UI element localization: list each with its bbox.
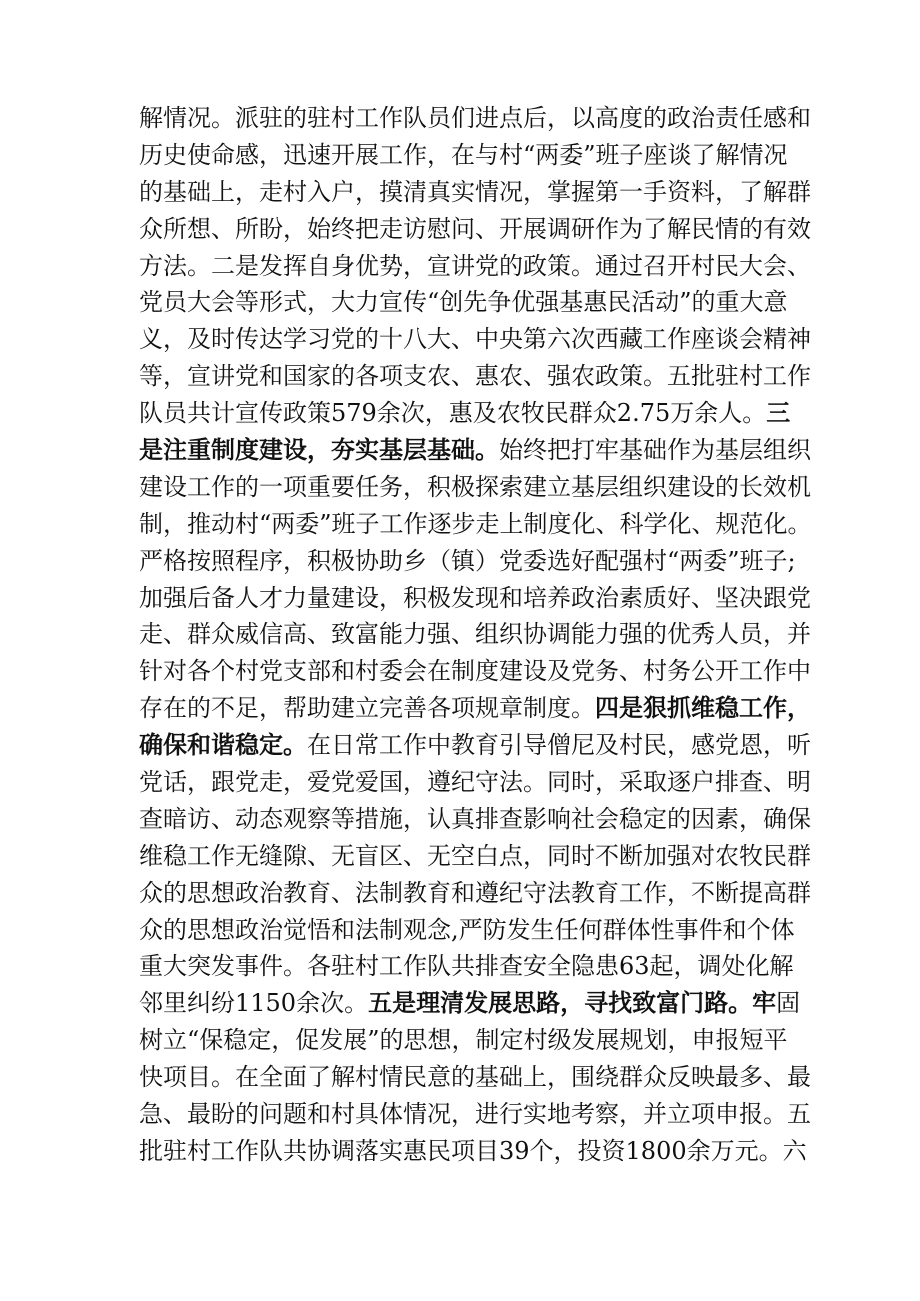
text-segment: 党话，跟党走，爱党爱国，遵纪守法。同时，采取逐户排查、明 [139, 768, 811, 797]
text-line [139, 616, 811, 653]
text-line [139, 912, 795, 949]
text-line [139, 506, 812, 543]
text-segment: 众的思想政治教育、法制教育和遵纪守法教育工作，不断提高群 [139, 878, 811, 907]
text-line [139, 137, 787, 174]
text-line [139, 948, 794, 985]
text-segment: 的基础上，走村入户，摸清真实情况，掌握第一手资料，了解群 [139, 177, 811, 206]
text-segment: 急、最盼的问题和村具体情况，进行实地考察，并立项申报。五 [139, 1100, 811, 1129]
text-line [139, 653, 811, 690]
text-line [139, 838, 811, 875]
text-segment: 批驻村工作队共协调落实惠民项目39个，投资1800余万元。六 [139, 1136, 807, 1165]
text-segment: 树立“保稳定，促发展”的思想，制定村级发展规划，申报短平 [139, 1026, 788, 1055]
text-segment: 在日常工作中教育引导僧尼及村民，感党恩，听 [307, 731, 811, 760]
bold-text-segment: 五是理清发展思路，寻找致富门路。牢 [368, 988, 777, 1018]
text-segment: 历史使命感，迅速开展工作，在与村“两委”班子座谈了解情况 [139, 140, 788, 169]
text-line [139, 395, 791, 432]
text-line [139, 1022, 787, 1059]
text-segment: 众的思想政治觉悟和法制观念,严防发生任何群体性事件和个体 [139, 915, 795, 944]
text-line [139, 690, 811, 727]
text-segment: 针对各个村党支部和村委会在制度建设及党务、村务公开工作中 [139, 657, 811, 686]
text-segment: 建设工作的一项重要任务，积极探索建立基层组织建设的长效机 [139, 472, 811, 501]
text-line [139, 469, 811, 506]
bold-text-segment: 四是狠抓维稳工作， [595, 693, 811, 723]
text-line [139, 284, 787, 321]
bold-text-segment: 是注重制度建设，夯实基层基础。 [139, 435, 499, 465]
text-segment: 邻里纠纷1150余次。 [139, 989, 369, 1018]
text-segment: 解情况。派驻的驻村工作队员们进点后，以高度的政治责任感和 [139, 104, 811, 132]
text-segment: 维稳工作无缝隙、无盲区、无空白点，同时不断加强对农牧民群 [139, 841, 811, 870]
text-segment: 方法。二是发挥自身优势，宣讲党的政策。通过召开村民大会、 [139, 251, 811, 280]
text-segment: 查暗访、动态观察等措施，认真排查影响社会稳定的因素，确保 [139, 804, 811, 833]
text-line [139, 764, 811, 801]
text-line [139, 432, 811, 469]
bold-text-segment: 三 [766, 398, 791, 428]
text-segment: 加强后备人才力量建设，积极发现和培养政治素质好、坚决跟党 [139, 583, 811, 612]
text-line [139, 248, 811, 285]
text-line [139, 321, 811, 358]
text-line [139, 875, 811, 912]
text-line [139, 801, 811, 838]
text-line [139, 1059, 811, 1096]
text-line [139, 1133, 807, 1170]
text-line [139, 727, 811, 764]
text-segment: 快项目。在全面了解村情民意的基础上，围绕群众反映最多、最 [139, 1063, 811, 1092]
text-segment: 义，及时传达学习党的十八大、中央第六次西藏工作座谈会精神 [139, 325, 811, 354]
text-line [139, 580, 811, 617]
text-line [139, 211, 811, 248]
document-body [139, 100, 812, 1170]
text-line [139, 174, 811, 211]
text-segment: 等，宣讲党和国家的各项支农、惠农、强农政策。五批驻村工作 [139, 362, 811, 391]
bold-text-segment: 确保和谐稳定。 [139, 730, 307, 760]
text-line [139, 1096, 811, 1133]
text-line [139, 543, 796, 580]
text-segment: 党员大会等形式，大力宣传“创先争优强基惠民活动”的重大意 [139, 288, 788, 317]
text-line [139, 358, 811, 395]
text-line [139, 100, 811, 137]
text-segment: 严格按照程序，积极协助乡（镇）党委选好配强村“两委”班子; [139, 546, 796, 575]
text-segment: 走、群众威信高、致富能力强、组织协调能力强的优秀人员，并 [139, 620, 811, 649]
text-segment: 固 [776, 989, 801, 1018]
text-segment: 始终把打牢基础作为基层组织 [499, 436, 811, 465]
text-segment: 制，推动村“两委”班子工作逐步走上制度化、科学化、规范化。 [139, 509, 812, 538]
text-segment: 存在的不足，帮助建立完善各项规章制度。 [139, 694, 595, 723]
text-segment: 队员共计宣传政策579余次，惠及农牧民群众2.75万余人。 [139, 399, 767, 428]
text-segment: 众所想、所盼，始终把走访慰问、开展调研作为了解民情的有效 [139, 214, 811, 243]
text-segment: 重大突发事件。各驻村工作队共排查安全隐患63起，调处化解 [139, 952, 794, 981]
text-line [139, 985, 801, 1022]
